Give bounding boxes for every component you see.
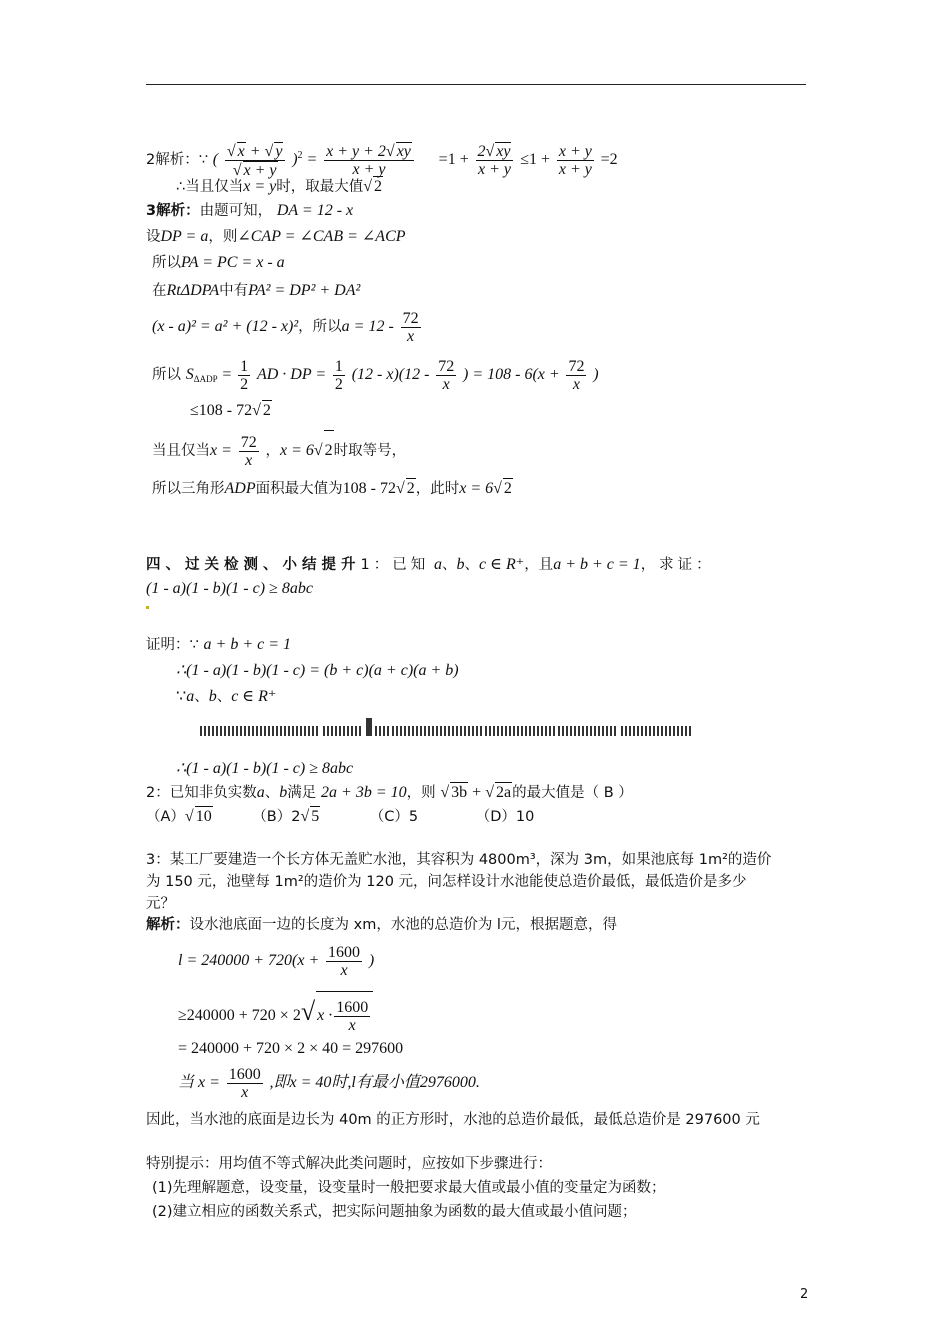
option-d: （D）10 bbox=[475, 809, 535, 825]
s3-line4: 在RtΔDPA中有PA² = DP² + DA² bbox=[152, 282, 361, 299]
option-c: （C）5 bbox=[369, 809, 419, 825]
s4-q3-line3: 元？ bbox=[146, 896, 175, 912]
s3-line2: 设DP = a，则∠CAP = ∠CAB = ∠ACP bbox=[146, 228, 406, 245]
s2-equation: 2解析：∵ ( $\frac{√ x + √ y}{√ x + y}$ )$^2$ = $\frac{x + y + 2√ xy}{x + y}$ =1 + $\frac{2√ xy}{x + y}$ ≤1 + $\frac{x + y}{x + y}$ =2 bbox=[146, 142, 618, 179]
s3-line9: 所以三角形ADP面积最大值为108 - 72√ 2，此时x = 6√ 2 bbox=[152, 480, 512, 497]
s3-line7: ≤108 - 72√ 2 bbox=[190, 402, 271, 419]
s4-proof-line3: ∵a、b、c ∈ R⁺ bbox=[176, 688, 277, 705]
header-rule bbox=[146, 84, 806, 85]
s4-solution-head: 解析：设水池底面一边的长度为 xm，水池的总造价为 l元，根据题意，得 bbox=[146, 917, 617, 933]
s3-line1: 3解析：由题可知， DA = 12 - x bbox=[146, 202, 354, 219]
s4-proof-line4: ∴(1 - a)(1 - b)(1 - c) ≥ 8abc bbox=[176, 760, 354, 777]
s4-q2: 2：已知非负实数a、b满足 2a + 3b = 10，则 √ 3b + √ 2a的最大值是（ B ） bbox=[146, 784, 633, 801]
s4-eq4: 当 x = $\frac{1600}{x}$ ,即x = 40时,l有最小值2976000. bbox=[178, 1065, 480, 1101]
option-b: （B）2√ 5 bbox=[252, 808, 320, 825]
s4-q2-options bbox=[146, 806, 534, 827]
s4-eq3: = 240000 + 720 × 2 × 40 = 297600 bbox=[178, 1040, 404, 1057]
s3-line6: 所以 $S_{\Delta ADP}$ = $\frac{1}{2}$ AD · DP = $\frac{1}{2}$ (12 - x)(12 - $\frac{72}{x}$ ) = 108 - 6(x + $\frac{72}{x}$ ) bbox=[152, 357, 599, 393]
s4-q1-claim: (1 - a)(1 - b)(1 - c) ≥ 8abc bbox=[146, 580, 313, 597]
tip-step-1: (1)先理解题意，设变量，设变量时一般把要求最大值或最小值的变量定为函数； bbox=[152, 1180, 666, 1196]
page-number: 2 bbox=[800, 1287, 809, 1302]
s3-line8: 当且仅当x = $\frac{72}{x}$ ，x = 6√ 2时取等号， bbox=[152, 430, 406, 470]
option-a: （A）√ 10 bbox=[146, 808, 212, 825]
marker-dot bbox=[146, 606, 149, 609]
s4-q3-line2: 为 150 元，池壁每 1m²的造价为 120 元，问怎样设计水池能使总造价最低，最低造价是多少 bbox=[146, 874, 747, 890]
s4-conclusion: 因此，当水池的底面是边长为 40m 的正方形时，水池的总造价最低，最低总造价是 297600 元 bbox=[146, 1112, 760, 1128]
s2-intro: 2解析：∵ bbox=[146, 152, 208, 168]
s4-proof-line2: ∴(1 - a)(1 - b)(1 - c) = (b + c)(a + c)(a + b) bbox=[176, 662, 459, 679]
tip-heading: 特别提示：用均值不等式解决此类问题时，应按如下步骤进行： bbox=[146, 1156, 552, 1172]
s2-frac4: $\frac{x + y}{x + y}$ bbox=[558, 142, 592, 178]
s4-q3-line1: 3：某工厂要建造一个长方体无盖贮水池，其容积为 4800m³，深为 3m，如果池底每 1m²的造价 bbox=[146, 852, 772, 868]
s2-frac3: $\frac{2√ xy}{x + y}$ bbox=[476, 142, 514, 178]
s3-line5: (x - a)² = a² + (12 - x)²，所以a = 12 - $\frac{72}{x}$ bbox=[152, 309, 419, 345]
illegible-formula-image bbox=[200, 716, 730, 742]
s2-frac2: $\frac{x + y + 2√ xy}{x + y}$ bbox=[324, 142, 414, 178]
s4-eq2: ≥240000 + 720 × 2√ x · $\frac{1600}{x}$ bbox=[178, 990, 373, 1034]
s4-q1: 四、过关检测、小结提升1：已知 a、b、c ∈ R⁺，且a + b + c = 1，求证： bbox=[146, 556, 715, 573]
s4-proof-line1: 证明：∵ a + b + c = 1 bbox=[146, 636, 292, 653]
s3-line3: 所以PA = PC = x - a bbox=[152, 254, 285, 271]
s4-eq1: l = 240000 + 720(x + $\frac{1600}{x}$ ) bbox=[178, 943, 375, 979]
tip-step-2: (2)建立相应的函数关系式，把实际问题抽象为函数的最大值或最小值问题； bbox=[152, 1204, 637, 1220]
s2-frac1: $\frac{√ x + √ y}{√ x + y}$ bbox=[225, 142, 286, 179]
s2-conclusion: ∴当且仅当x = y时，取最大值√ 2 bbox=[176, 178, 383, 195]
